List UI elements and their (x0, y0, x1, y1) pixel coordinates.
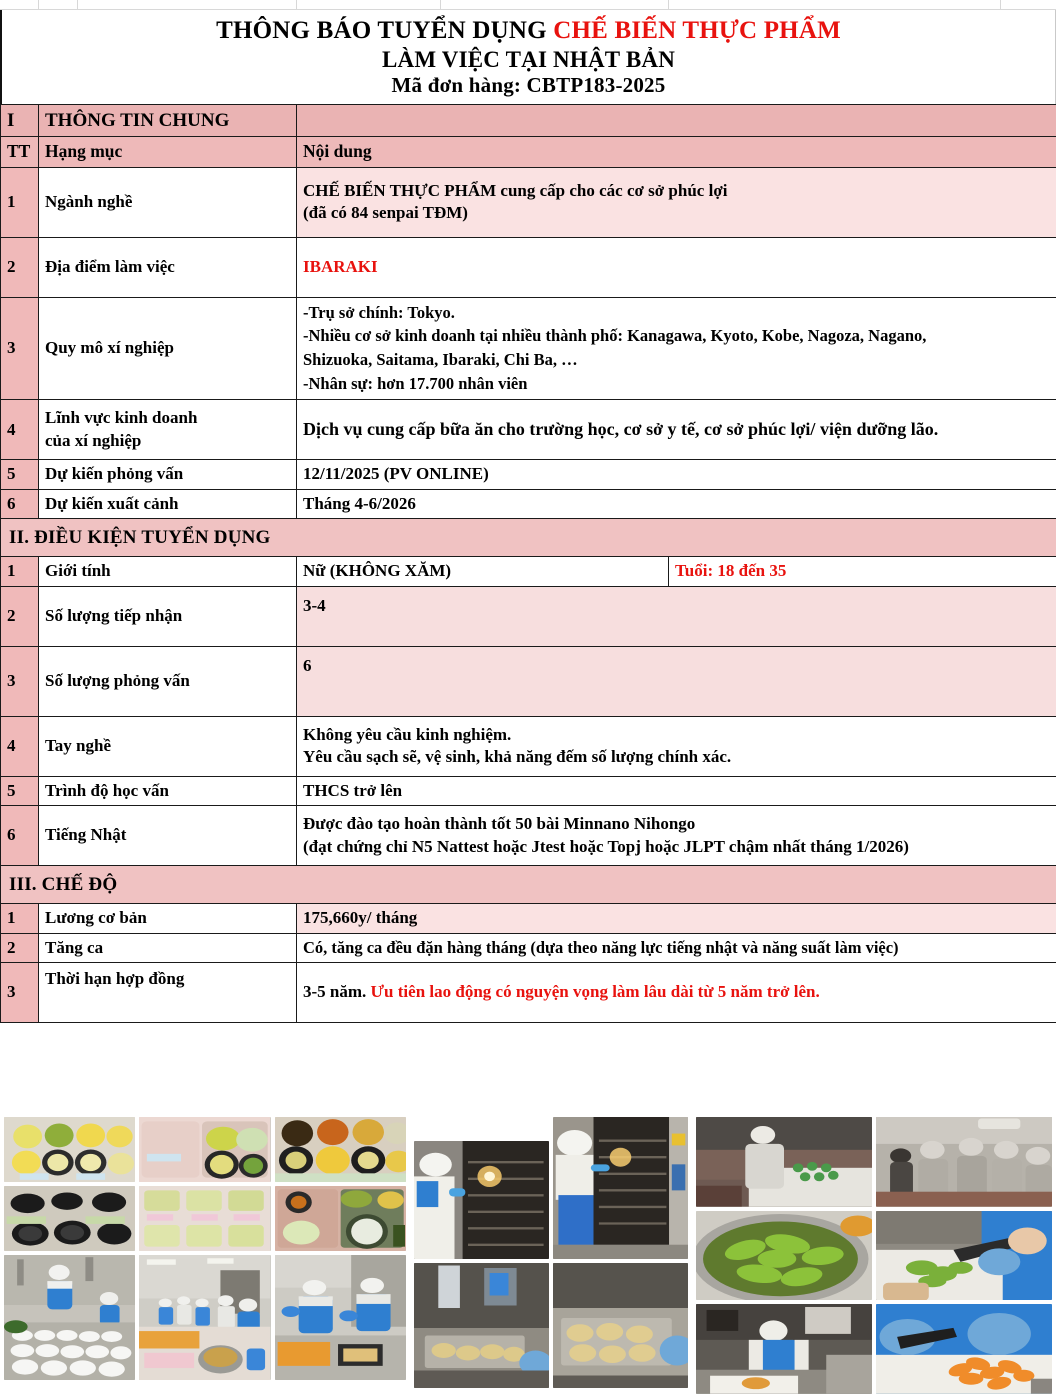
table-row (1, 167, 1056, 237)
row-label-nganh-nghe: Ngành nghề (39, 167, 297, 237)
tieng-nhat-line1: Được đào tạo hoàn thành tốt 50 bài Minnano Nihongo (303, 814, 696, 834)
thoi-han-black: 3-5 năm. (303, 982, 371, 1002)
col-header-item: Hạng mục (39, 137, 297, 167)
row-value-luong-co-ban: 175,660y/ tháng (297, 904, 1056, 933)
row-value-phong-van: 12/11/2025 (PV ONLINE) (297, 460, 1056, 489)
row-value-xuat-canh: Tháng 4-6/2026 (297, 489, 1056, 518)
row-number: 6 (1, 806, 39, 866)
row-number: 3 (1, 297, 39, 400)
table-row (1, 489, 1056, 518)
row-label-gioi-tinh: Giới tính (39, 557, 297, 586)
linh-vuc-line2: của xí nghiệp (45, 430, 142, 450)
row-value-do-tuoi: Tuổi: 18 đến 35 (669, 557, 1056, 586)
nganh-nghe-line2: (đã có 84 senpai TĐM) (303, 203, 468, 223)
quy-mo-line2: -Nhiều cơ sở kinh doanh tại nhiều thành phố: Kanagawa, Kyoto, Kobe, Nagoza, Nagano, (303, 326, 927, 346)
table-row (1, 460, 1056, 489)
photo-meal-tray-soup-and-sides (275, 1186, 406, 1251)
table-row (1, 586, 1056, 646)
row-number: 2 (1, 586, 39, 646)
table-row (1, 237, 1056, 297)
quy-mo-line4: -Nhân sự: hơn 17.700 nhân viên (303, 374, 528, 394)
nganh-nghe-line1: CHẾ BIẾN THỰC PHẨM cung cấp cho các cơ sở phúc lợi (303, 180, 728, 200)
row-label-thoi-han-hop-dong: Thời hạn hợp đồng (39, 963, 297, 1023)
row-value-quy-mo (297, 297, 1056, 400)
photo-staff-row-working-kitchen (876, 1117, 1052, 1207)
photo-worker-stacking-white-bowls (4, 1255, 135, 1380)
row-number: 2 (1, 237, 39, 297)
tay-nghe-line1: Không yêu cầu kinh nghiệm. (303, 724, 512, 744)
collage-left-block (0, 1113, 410, 1398)
photo-worker-at-oven-rack-closeup (414, 1141, 549, 1259)
document-header (0, 10, 1056, 104)
row-label-so-luong-phong-van: Số lượng phỏng vấn (39, 646, 297, 716)
row-value-so-luong-tiep-nhan: 3-4 (297, 586, 1056, 646)
row-value-so-luong-phong-van: 6 (297, 646, 1056, 716)
order-code: Mã đơn hàng: CBTP183-2025 (391, 72, 666, 97)
recruitment-table (0, 104, 1056, 1023)
row-label-tieng-nhat: Tiếng Nhật (39, 806, 297, 866)
table-row (1, 716, 1056, 776)
table-row (1, 297, 1056, 400)
tieng-nhat-line2: (đạt chứng chỉ N5 Nattest hoặc Jtest hoặc Topj hoặc JLPT chậm nhất tháng 1/2026) (303, 836, 909, 856)
section1-heading-row (1, 105, 1056, 137)
row-number: 1 (1, 904, 39, 933)
table-row (1, 806, 1056, 866)
row-value-linh-vuc: Dịch vụ cung cấp bữa ăn cho trường học, cơ sở y tế, cơ sở phúc lợi/ viện dưỡng lão. (297, 400, 1056, 460)
photo-pudding-cups-tray-yellow-green (4, 1117, 135, 1182)
row-number: 4 (1, 400, 39, 460)
page-title-red: CHẾ BIẾN THỰC PHẨM (553, 17, 841, 44)
page-title (2, 16, 1055, 46)
collage-right-block (692, 1113, 1056, 1398)
photo-washed-green-vegetables-basin (696, 1211, 872, 1301)
quy-mo-line3: Shizuoka, Saitama, Ibaraki, Chi Ba, … (303, 350, 578, 370)
row-label-linh-vuc (39, 400, 297, 460)
linh-vuc-line1: Lĩnh vực kinh doanh (45, 408, 198, 428)
table-row (1, 963, 1056, 1023)
row-value-gioi-tinh: Nữ (KHÔNG XĂM) (297, 557, 669, 586)
row-value-tang-ca: Có, tăng ca đều đặn hàng tháng (dựa theo năng lực tiếng nhật và năng suất làm việc) (297, 933, 1056, 962)
quy-mo-line1: -Trụ sở chính: Tokyo. (303, 302, 455, 322)
row-number: 1 (1, 167, 39, 237)
col-header-tt: TT (1, 137, 39, 167)
section1-roman: I (1, 105, 39, 137)
page-title-black: THÔNG BÁO TUYỂN DỤNG (216, 17, 554, 44)
row-value-thoi-han-hop-dong (297, 963, 1056, 1023)
photo-two-workers-plating-food (275, 1255, 406, 1380)
row-number: 1 (1, 557, 39, 586)
row-label-so-luong-tiep-nhan: Số lượng tiếp nhận (39, 586, 297, 646)
table-row (1, 646, 1056, 716)
photo-worker-at-prep-counter (696, 1117, 872, 1207)
row-value-nganh-nghe (297, 167, 1056, 237)
table-row (1, 400, 1056, 460)
table-row (1, 933, 1056, 962)
col-header-content: Nội dung (297, 137, 1056, 167)
row-label-quy-mo: Quy mô xí nghiệp (39, 297, 297, 400)
row-value-tay-nghe (297, 716, 1056, 776)
photo-empty-black-bowls-tray (4, 1186, 135, 1251)
row-number: 2 (1, 933, 39, 962)
row-value-dia-diem: IBARAKI (297, 237, 1056, 297)
photo-worker-loading-oven-rack (553, 1117, 688, 1259)
photo-dessert-tray-two-bowls (139, 1117, 270, 1182)
photo-worker-cutting-at-station (696, 1304, 872, 1394)
row-value-tieng-nhat (297, 806, 1056, 866)
row-label-xuat-canh: Dự kiến xuất cảnh (39, 489, 297, 518)
section1-heading-filler (297, 105, 1056, 137)
row-number: 5 (1, 776, 39, 805)
row-number: 4 (1, 716, 39, 776)
column-header-row (1, 137, 1056, 167)
row-value-hoc-van: THCS trở lên (297, 776, 1056, 805)
row-number: 3 (1, 646, 39, 716)
row-label-phong-van: Dự kiến phỏng vấn (39, 460, 297, 489)
page-subtitle: LÀM VIỆC TẠI NHẬT BẢN (381, 46, 676, 72)
row-label-tay-nghe: Tay nghề (39, 716, 297, 776)
row-number: 5 (1, 460, 39, 489)
section3-heading-row (1, 866, 1056, 904)
document-sheet (0, 10, 1056, 1023)
photo-gloved-hands-slicing-carrots (876, 1304, 1052, 1394)
section1-heading: THÔNG TIN CHUNG (39, 105, 297, 137)
thoi-han-red: Ưu tiên lao động có nguyện vọng làm lâu dài từ 5 năm trở lên. (370, 982, 820, 1002)
spreadsheet-gridline-strip (0, 0, 1056, 10)
table-row (1, 904, 1056, 933)
tay-nghe-line2: Yêu cầu sạch sẽ, vệ sinh, khả năng đếm số lượng chính xác. (303, 747, 732, 767)
row-label-hoc-van: Trình độ học vấn (39, 776, 297, 805)
section2-heading-row (1, 519, 1056, 557)
row-label-luong-co-ban: Lương cơ bản (39, 904, 297, 933)
photo-kitchen-staff-group-portioning (139, 1255, 270, 1380)
table-row (1, 557, 1056, 586)
photo-oven-tray-baked-fish-right (553, 1263, 688, 1388)
table-row (1, 776, 1056, 805)
row-label-dia-diem: Địa điểm làm việc (39, 237, 297, 297)
photo-oven-tray-baked-fish-left (414, 1263, 549, 1388)
section3-heading: III. CHẾ ĐỘ (1, 866, 1056, 904)
photo-square-containers-green-jelly (139, 1186, 270, 1251)
row-number: 6 (1, 489, 39, 518)
photo-gloved-hands-chopping-greens (876, 1211, 1052, 1301)
photo-collage (0, 1113, 1056, 1398)
photo-dessert-cups-assorted-colors (275, 1117, 406, 1182)
collage-mid-block (410, 1113, 692, 1398)
section2-heading: II. ĐIỀU KIỆN TUYỂN DỤNG (1, 519, 1056, 557)
row-label-tang-ca: Tăng ca (39, 933, 297, 962)
row-number: 3 (1, 963, 39, 1023)
